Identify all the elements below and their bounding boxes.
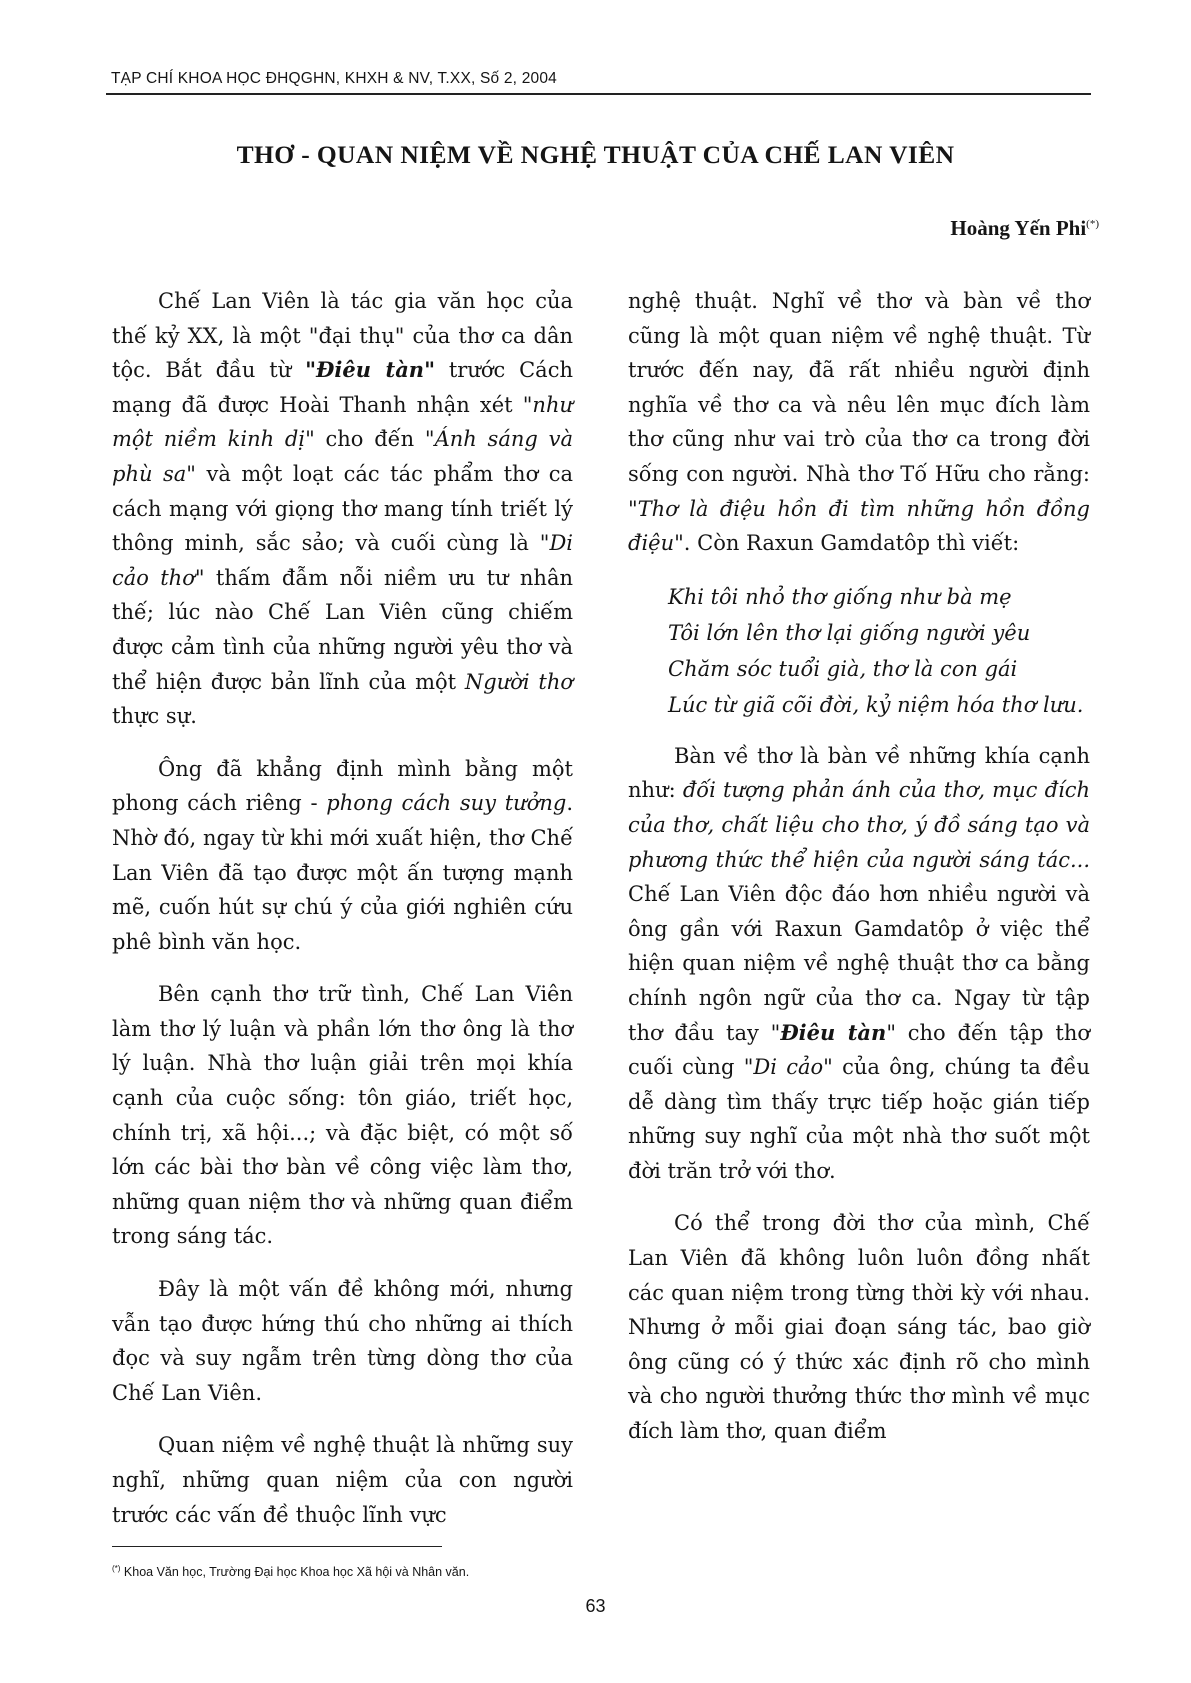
paragraph-consistency: Có thể trong đời thơ của mình, Chế Lan Viên đã không luôn luôn đồng nhất các quan niệm trong từng thời kỳ với nhau. Nhưng ở mỗi giai đoạn sáng tác, bao giờ ông cũng có ý thức xác định rõ cho mình và cho người thưởng thức thơ mình về mục đích làm thơ, quan điểm [628, 1211, 1090, 1444]
footnote-text: Khoa Văn học, Trường Đại học Khoa học Xã hội và Nhân văn. [120, 1565, 470, 1580]
paragraph-aspects: Bàn về thơ là bàn về những khía cạnh như: đối tượng phản ánh của thơ, mục đích của thơ, chất liệu cho thơ, ý đồ sáng tạo và phương thức thể hiện của người sáng tác... Chế Lan Viên độc đáo hơn nhiều người và ông gần với Raxun Gamdatôp ở việc thể hiện quan niệm về nghệ thuật thơ ca bằng chính ngôn ngữ của thơ ca. Ngay từ tập thơ đầu tay "Điêu tàn" cho đến tập thơ cuối cùng "Di cảo" của ông, chúng ta đều dễ dàng tìm thấy trực tiếp hoặc gián tiếp những suy nghĩ của một nhà thơ suốt một đời trăn trở với thơ. [628, 743, 1091, 1183]
running-header: TẠP CHÍ KHOA HỌC ĐHQGHN, KHXH & NV, T.XX, Số 2, 2004 [111, 70, 557, 87]
paragraph-intro: Chế Lan Viên là tác gia văn học của thế kỷ XX, là một "đại thụ" của thơ ca dân tộc. Bắt đầu từ "Điêu tàn" trước Cách mạng đã được Hoài Thanh nhận xét "như một niềm kinh dị" cho đến "Ánh sáng và phù sa" và một loạt các tác phẩm thơ ca cách mạng với giọng thơ mang tính triết lý thông minh, sắc sảo; và cuối cùng là "Di cảo thơ" thấm đẫm nỗi niềm ưu tư nhân thế; lúc nào Chế Lan Viên cũng chiếm được cảm tình của những người yêu thơ và thể hiện được bản lĩnh của một Người thơ thực sự. [112, 289, 574, 729]
paragraph-not-new: Đây là một vấn đề không mới, nhưng vẫn tạo được hứng thú cho những ai thích đọc và suy ngẫm trên từng dòng thơ của Chế Lan Viên. [112, 1277, 573, 1405]
verse-line: Lúc từ giã cõi đời, kỷ niệm hóa thơ lưu. [668, 692, 1084, 717]
page-number: 63 [585, 1596, 606, 1616]
footnote [112, 1564, 469, 1579]
verse-quote [668, 579, 1090, 723]
paragraph-art-concept: Quan niệm về nghệ thuật là những suy nghĩ, những quan niệm của con người trước các vấn đề thuộc lĩnh vực [112, 1433, 573, 1527]
paragraph-definitions: nghệ thuật. Nghĩ về thơ và bàn về thơ cũng là một quan niệm về nghệ thuật. Từ trước đến nay, đã rất nhiều người định nghĩa về thơ ca và nêu lên mục đích làm thơ cũng như vai trò của thơ ca trong đời sống con người. Nhà thơ Tố Hữu cho rằng: "Thơ là điệu hồn đi tìm những hồn đồng điệu". Còn Raxun Gamdatôp thì viết: [628, 289, 1090, 556]
verse-line: Chăm sóc tuổi già, thơ là con gái [668, 656, 1018, 681]
paragraph-theory-poetry: Bên cạnh thơ trữ tình, Chế Lan Viên làm thơ lý luận và phần lớn thơ ông là thơ lý luận. Nhà thơ luận giải trên mọi khía cạnh của cuộc sống: tôn giáo, triết học, chính trị, xã hội...; và đặc biệt, có một số lớn các bài thơ bàn về công việc làm thơ, những quan niệm thơ và những quan điểm trong sáng tác. [112, 982, 573, 1249]
paragraph-style: Ông đã khẳng định mình bằng một phong cách riêng - phong cách suy tưởng. Nhờ đó, ngay từ khi mới xuất hiện, thơ Chế Lan Viên đã tạo được một ấn tượng mạnh mẽ, cuốn hút sự chú ý của giới nghiên cứu phê bình văn học. [112, 756, 573, 954]
author-name [950, 216, 1099, 241]
right-column [628, 284, 1090, 1467]
verse-line: Tôi lớn lên thơ lại giống người yêu [668, 620, 1031, 645]
header-rule [106, 93, 1091, 95]
verse-line: Khi tôi nhỏ thơ giống như bà mẹ [668, 584, 1012, 609]
left-column [112, 284, 573, 1550]
author-footnote-mark: (*) [1086, 218, 1099, 230]
author-text: Hoàng Yến Phi [950, 216, 1087, 240]
footnote-mark: (*) [112, 1564, 121, 1573]
footnote-rule [112, 1546, 442, 1547]
article-title: THƠ - QUAN NIỆM VỀ NGHỆ THUẬT CỦA CHẾ LAN VIÊN [236, 140, 955, 169]
